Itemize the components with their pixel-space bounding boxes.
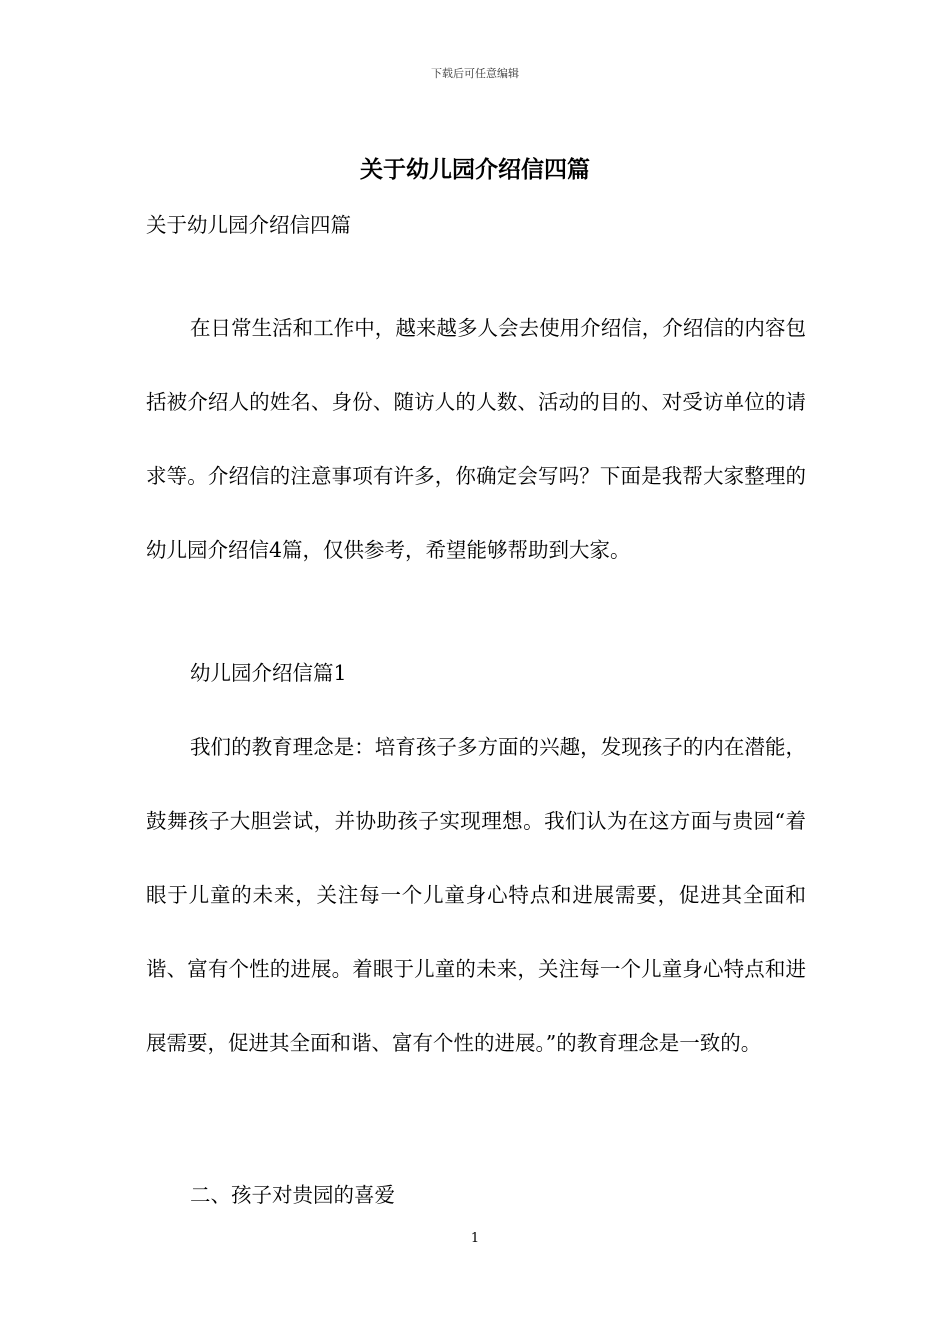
page-number: 1 — [470, 1231, 480, 1246]
paragraph-intro: 在日常生活和工作中，越来越多人会去使用介绍信，介绍信的内容包括被介绍人的姓名、身份、随访人的人数、活动的目的、对受访单位的请求等。介绍信的注意事项有许多，你确定会写吗？下面是我帮大家整理的幼儿园介绍信4篇，仅供参考，希望能够帮助到大家。 — [146, 316, 806, 562]
paragraph-education-philosophy: 我们的教育理念是：培育孩子多方面的兴趣，发现孩子的内在潜能，鼓舞孩子大胆尝试，并协助孩子实现理想。我们认为在这方面与贵园“着眼于儿童的未来，关注每一个儿童身心特点和进展需要，促进其全面和谐、富有个性的进展。着眼于儿童的未来，关注每一个儿童身心特点和进展需要，促进其全面和谐、富有个性的进展。”的教育理念是一致的。 — [146, 735, 806, 1055]
document-title: 关于幼儿园介绍信四篇 — [360, 156, 590, 183]
page-header-note: 下载后可任意编辑 — [431, 67, 519, 80]
document-subtitle: 关于幼儿园介绍信四篇 — [146, 213, 351, 237]
section-heading-child-preference: 二、孩子对贵园的喜爱 — [190, 1183, 395, 1207]
section-heading-letter-1: 幼儿园介绍信篇1 — [190, 661, 347, 685]
